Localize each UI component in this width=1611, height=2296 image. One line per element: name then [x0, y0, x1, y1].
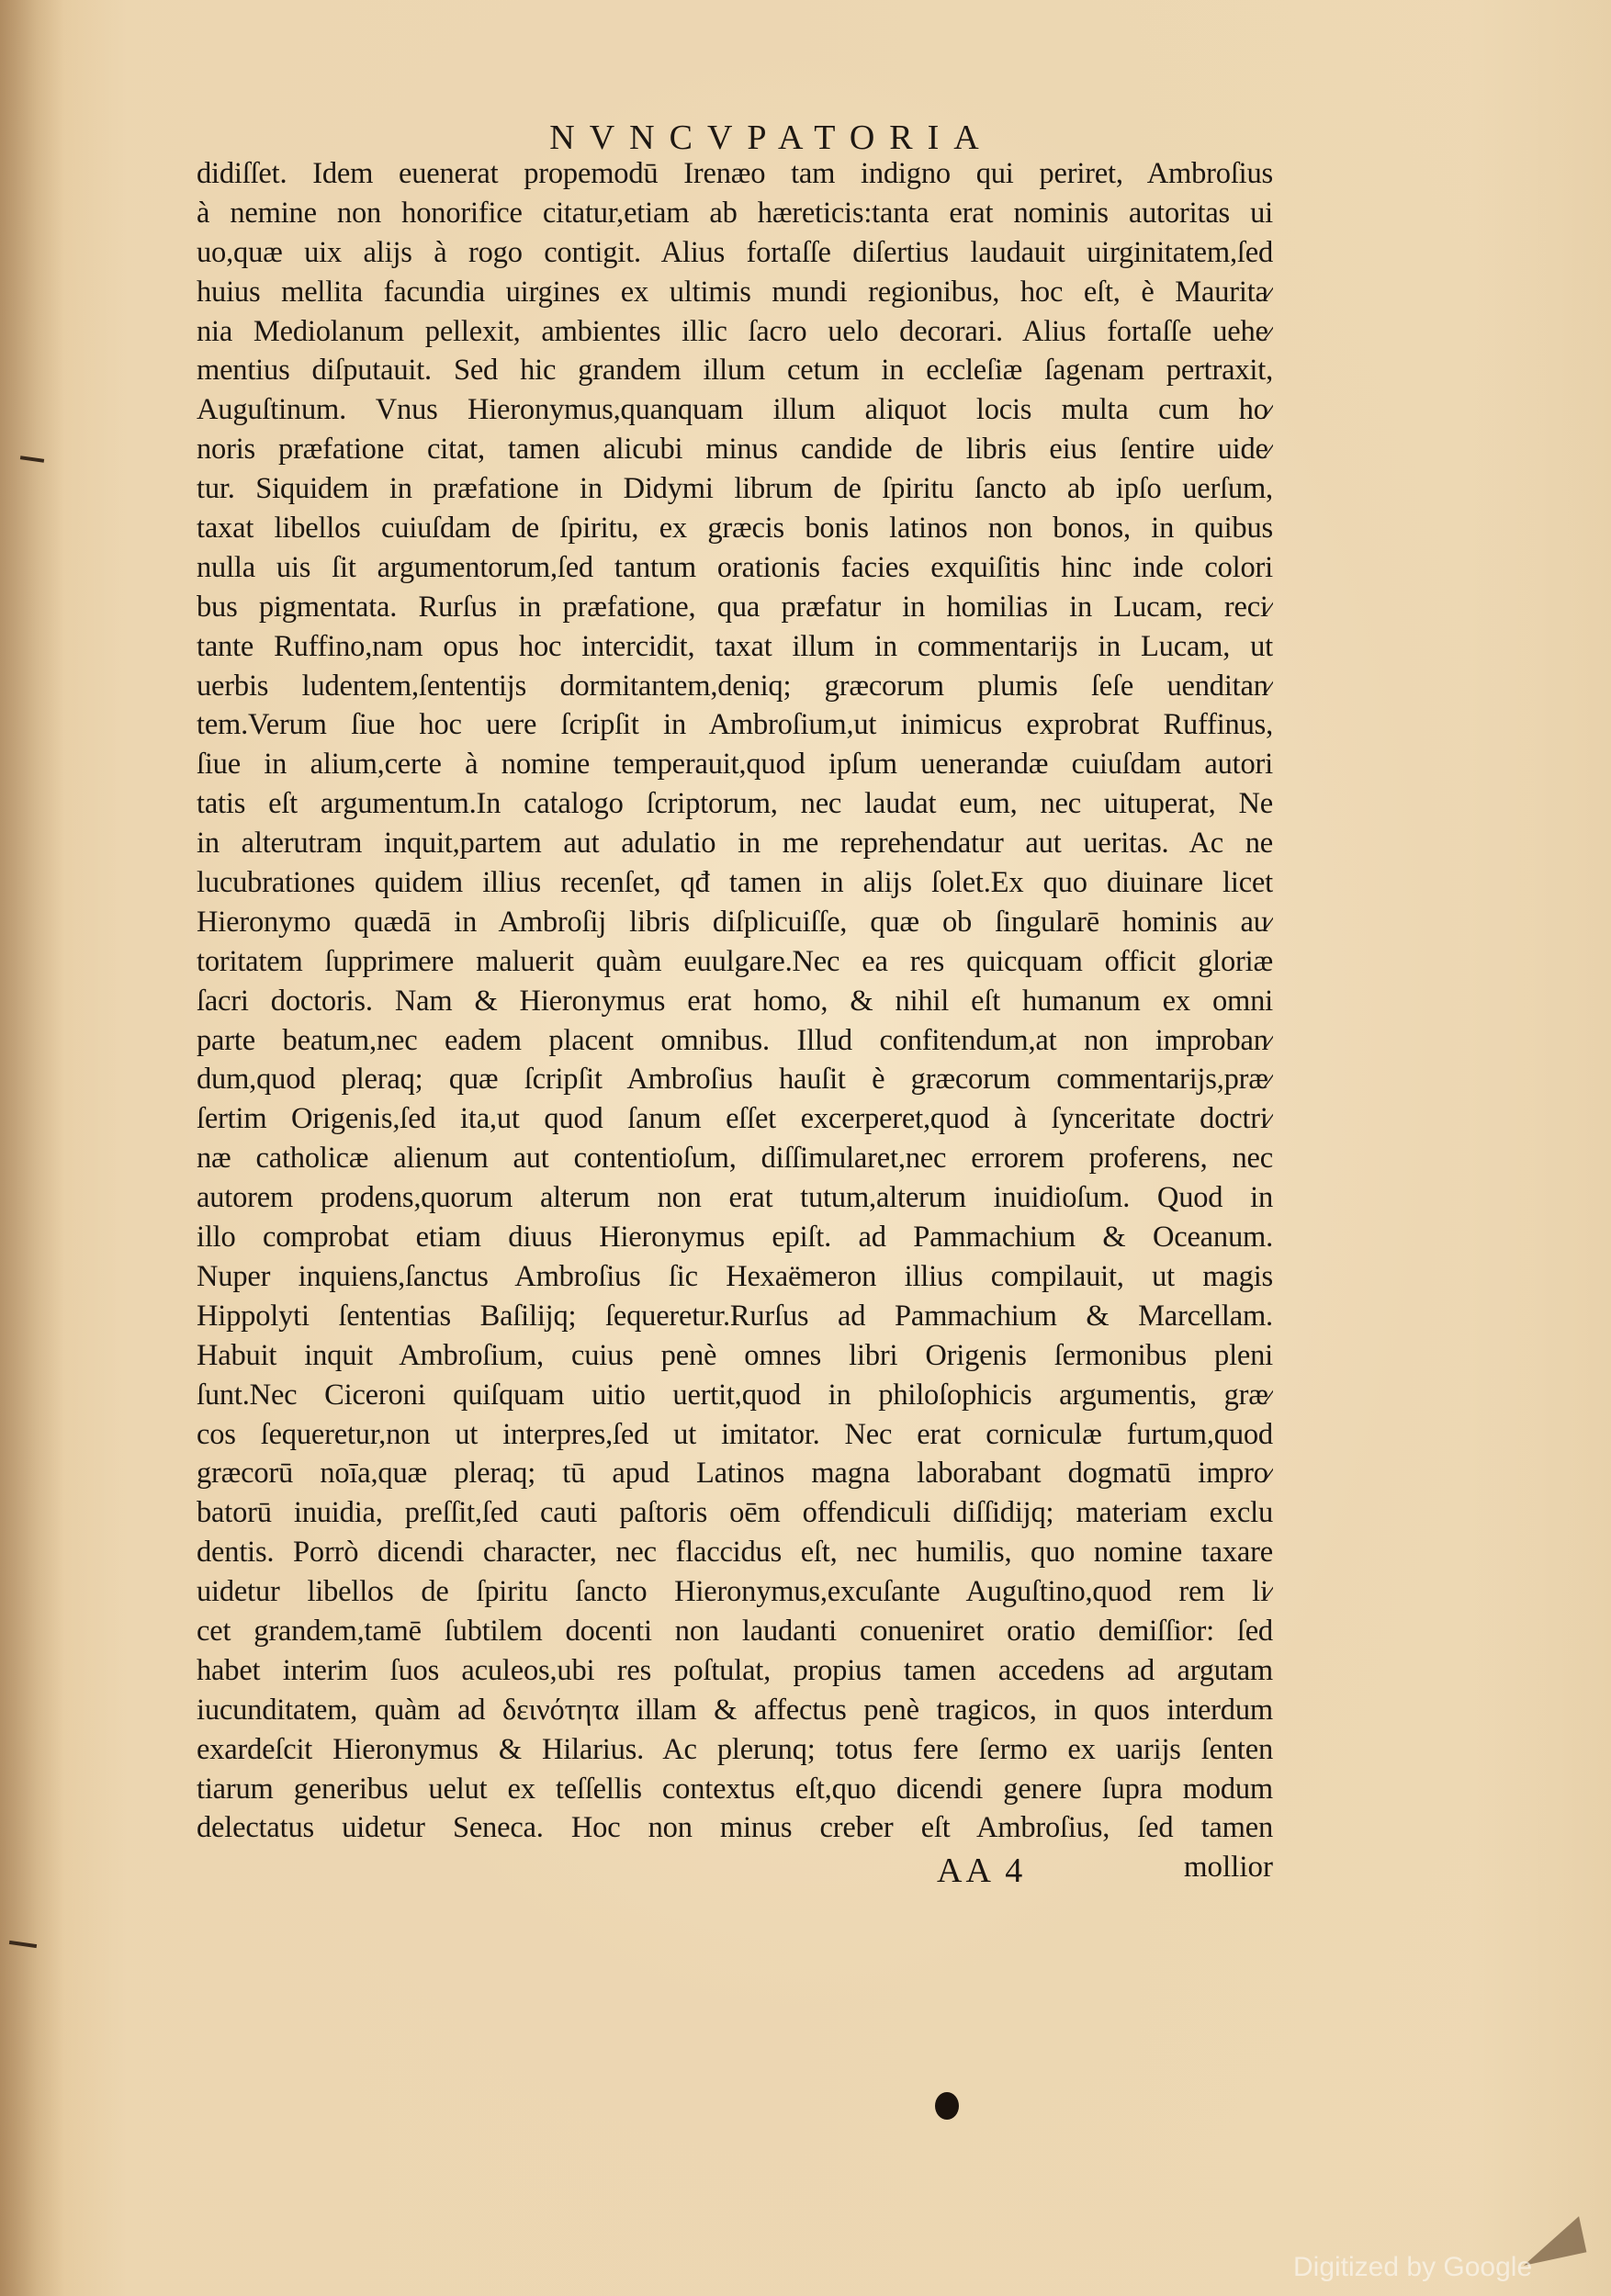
ink-blot: [935, 2092, 959, 2120]
text-line: ſacri doctoris. Nam & Hieronymus erat homo, & nihil eſt humanum ex omni: [197, 984, 1273, 1018]
text-line: taxat libellos cuiuſdam de ſpiritu, ex græcis bonis latinos non bonos, in quibus: [197, 512, 1273, 546]
text-line: tiarum generibus uelut ex teſſellis contextus eſt,quo dicendi genere ſupra modum: [197, 1772, 1273, 1806]
text-line: cos ſequeretur,non ut interpres,ſed ut imitator. Nec erat corniculæ furtum,quod: [197, 1417, 1273, 1451]
catchword: mollior: [1183, 1851, 1273, 1884]
text-line: illo comprobat etiam diuus Hieronymus epiſt. ad Pammachium & Oceanum.: [197, 1221, 1273, 1255]
text-line: græcorū noīa,quæ pleraq; tū apud Latinos magna laborabant dogmatū impro⁄: [197, 1457, 1273, 1491]
text-line: uo,quæ uix alijs à rogo contigit. Alius fortaſſe diſertius laudauit uirginitatem,ſed: [197, 235, 1273, 269]
text-line: tatis eſt argumentum.In catalogo ſcriptorum, nec laudat eum, nec uituperat, Ne: [197, 787, 1273, 821]
text-line: mentius diſputauit. Sed hic grandem illum cetum in eccleſiæ ſagenam pertraxit,: [197, 354, 1273, 388]
text-line: nia Mediolanum pellexit, ambientes illic ſacro uelo decorari. Alius fortaſſe uehe⁄: [197, 314, 1273, 348]
text-line: ſertim Origenis,ſed ita,ut quod ſanum eſſet excerperet,quod à ſynceritate doctri⁄: [197, 1102, 1273, 1136]
text-line: uerbis ludentem,ſententijs dormitantem,deniq; græcorum plumis ſeſe uenditan⁄: [197, 669, 1273, 703]
text-block: [197, 154, 1273, 1848]
text-line: ſiue in alium,certe à nomine temperauit,quod ipſum uenerandæ cuiuſdam autori: [197, 748, 1273, 782]
text-line: Hippolyti ſententias Baſilijq; ſequeretur.Rurſus ad Pammachium & Marcellam.: [197, 1299, 1273, 1333]
text-line: noris præfatione citat, tamen alicubi minus candide de libris eius ſentire uide⁄: [197, 433, 1273, 467]
watermark: Digitized by Google: [1293, 2252, 1533, 2282]
text-line: tante Ruffino,nam opus hoc intercidit, taxat illum in commentarijs in Lucam, ut: [197, 629, 1273, 663]
text-line: in alterutram inquit,partem aut adulatio in me reprehendatur aut ueritas. Ac ne: [197, 827, 1273, 861]
text-line: toritatem ſupprimere maluerit quàm euulgare.Nec ea res quicquam officit gloriæ: [197, 944, 1273, 978]
text-line: iucunditatem, quàm ad δεινότητα illam & affectus penè tragicos, in quos interdum: [197, 1693, 1273, 1727]
text-line: lucubrationes quidem illius recenſet, qđ tamen in alijs ſolet.Ex quo diuinare licet: [197, 866, 1273, 900]
text-line: exardeſcit Hieronymus & Hilarius. Ac plerunq; totus fere ſermo ex uarijs ſenten: [197, 1732, 1273, 1766]
text-line: Nuper inquiens,ſanctus Ambroſius ſic Hexaëmeron illius compilauit, ut magis: [197, 1259, 1273, 1293]
text-line: à nemine non honorifice citatur,etiam ab hæreticis:tanta erat nominis autoritas ui: [197, 196, 1273, 230]
text-line: cet grandem,tamē ſubtilem docenti non laudanti conueniret oratio demiſſior: ſed: [197, 1614, 1273, 1648]
signature-mark: AA 4: [937, 1851, 1027, 1890]
text-line: Auguſtinum. Vnus Hieronymus,quanquam illum aliquot locis multa cum ho⁄: [197, 393, 1273, 427]
text-line: delectatus uidetur Seneca. Hoc non minus creber eſt Ambroſius, ſed tamen: [197, 1811, 1273, 1845]
text-line: huius mellita facundia uirgines ex ultimis mundi regionibus, hoc eſt, è Maurita⁄: [197, 275, 1273, 309]
text-line: Hieronymo quædā in Ambroſij libris diſplicuiſſe, quæ ob ſingularē hominis au⁄: [197, 905, 1273, 939]
text-line: uidetur libellos de ſpiritu ſancto Hieronymus,excuſante Auguſtino,quod rem li⁄: [197, 1575, 1273, 1609]
text-line: Habuit inquit Ambroſium, cuius penè omnes libri Origenis ſermonibus pleni: [197, 1338, 1273, 1372]
text-line: næ catholicæ alienum aut contentioſum, diſſimularet,nec errorem proferens, nec: [197, 1142, 1273, 1176]
binding-gutter-shadow: [0, 0, 64, 2296]
running-title: NVNCVPATORIA: [549, 118, 994, 157]
text-line: ſunt.Nec Ciceroni quiſquam uitio uertit,quod in philoſophicis argumentis, græ⁄: [197, 1378, 1273, 1412]
text-line: dum,quod pleraq; quæ ſcripſit Ambroſius hauſit è græcorum commentarijs,præ⁄: [197, 1063, 1273, 1097]
text-line: didiſſet. Idem euenerat propemodū Irenæo tam indigno qui periret, Ambroſius: [197, 157, 1273, 190]
text-line: tem.Verum ſiue hoc uere ſcripſit in Ambroſium,ut inimicus exprobrat Ruffinus,: [197, 708, 1273, 742]
text-line: autorem prodens,quorum alterum non erat tutum,alterum inuidioſum. Quod in: [197, 1181, 1273, 1215]
text-line: habet interim ſuos aculeos,ubi res poſtulat, propius tamen accedens ad argutam: [197, 1653, 1273, 1687]
text-line: bus pigmentata. Rurſus in præfatione, qua præfatur in homilias in Lucam, reci⁄: [197, 590, 1273, 624]
text-line: dentis. Porrò dicendi character, nec flaccidus eſt, nec humilis, quo nomine taxare: [197, 1536, 1273, 1570]
text-line: parte beatum,nec eadem placent omnibus. Illud confitendum,at non improban⁄: [197, 1023, 1273, 1057]
catchline: [937, 1851, 1273, 1891]
text-line: nulla uis ſit argumentorum,ſed tantum orationis facies exquiſitis hinc inde colori: [197, 550, 1273, 584]
text-line: batorū inuidia, preſſit,ſed cauti paſtoris oēm offendiculi diſſidijq; materiam exclu: [197, 1496, 1273, 1530]
text-line: tur. Siquidem in præfatione in Didymi librum de ſpiritu ſancto ab ipſo uerſum,: [197, 472, 1273, 506]
